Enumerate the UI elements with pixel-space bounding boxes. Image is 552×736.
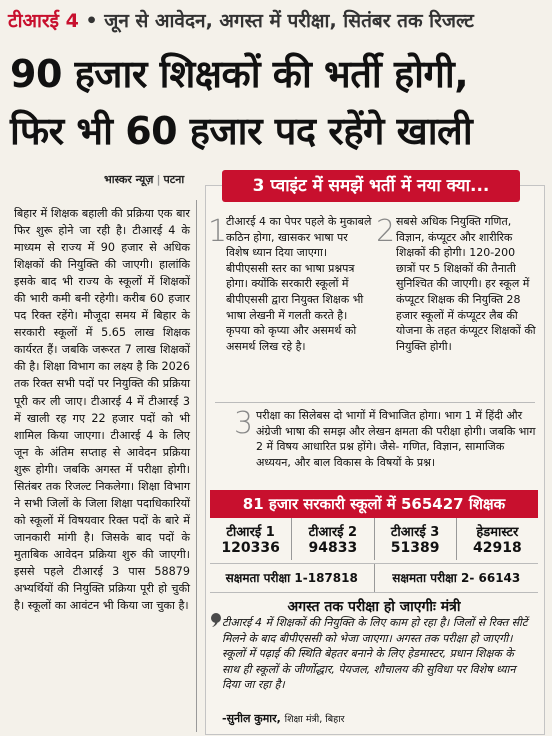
quote-text: टीआरई 4 में शिक्षकों की नियुक्ति के लिए काम हो रहा है। जिलों से रिक्त सीटें मिलने के बाद बीपीएससी को भेजा जाएगा। अगस्त तक परीक्षा हो जाएगी। स्कूलों में पढ़ाई की स्थिति बेहतर बनाने के लिए हेडमास्टर, प्रधान शिक्षक के साथ ही स्कूलों के जीर्णोद्धार, पेयजल, शौचालय की सुविधा पर विशेष ध्यान दिया जा रहा है। — [222, 616, 528, 692]
panel-title: 3 प्वाइंट में समझें भर्ती में नया क्या... — [222, 170, 520, 202]
stat-label: हेडमास्टर — [476, 525, 519, 540]
stat-tre3 — [375, 518, 457, 560]
stat-label: टीआरई 1 — [226, 525, 275, 540]
stat-label: टीआरई 2 — [308, 525, 358, 540]
saksham-2: सक्षमता परीक्षा 2- 66143 — [392, 571, 521, 585]
saksham-1: सक्षमता परीक्षा 1-187818 — [210, 564, 375, 592]
stats-grid — [210, 518, 538, 560]
point-3-text: परीक्षा का सिलेबस दो भागों में विभाजित होगा। भाग 1 में हिंदी और अंग्रेजी भाषा की समझ और लेखन क्षमता की परीक्षा होगी। जबकि भाग 2 में विषय आधारित प्रश्न होंगे। जैसे- गणित, विज्ञान, सामाजिक अध्ययन, और बाल विकास के विषयों के प्रश्न। — [256, 409, 536, 469]
point-1-number: 1 — [208, 214, 228, 249]
point-3-number: 3 — [234, 406, 254, 441]
stat-tre1 — [210, 518, 292, 560]
point-1-text: टीआरई 4 का पेपर पहले के मुकाबले कठिन होगा, खासकर भाषा पर विशेष ध्यान दिया जाएगा। बीपीएससी स्तर का भाषा प्रश्नपत्र होगा। क्योंकि सरकारी स्कूलों में बीपीएससी द्वारा नियुक्त शिक्षक भी भाषा लेखनी में गलती करते है। कृपया को कृप्या और असमर्थ को असमर्थ लिख रहे है। — [226, 215, 372, 353]
stat-value: 42918 — [473, 540, 522, 556]
kicker — [8, 6, 544, 36]
saksham-row — [210, 563, 538, 593]
quote-role: शिक्षा मंत्री, बिहार — [284, 714, 345, 725]
byline-source: भास्कर न्यूज़ — [104, 173, 154, 186]
stat-label: टीआरई 3 — [390, 525, 440, 540]
headline-line-1: 90 हजार शिक्षकों की भर्ती होगी, — [10, 52, 469, 96]
stat-value: 94833 — [308, 540, 358, 556]
kicker-bullet: • — [85, 10, 105, 32]
kicker-tag: टीआरई 4 — [8, 10, 79, 32]
byline: भास्कर न्यूज़ | पटना — [104, 173, 185, 186]
panel-divider — [215, 402, 535, 403]
article-body: बिहार में शिक्षक बहाली की प्रक्रिया एक बार फिर शुरू होने जा रही है। टीआरई 4 के माध्यम से राज्य में 90 हजार से अधिक शिक्षकों की नियुक्ति की जाएगी। हालांकि इसके बाद भी राज्य के स्कूलों में शिक्षकों की भारी कमी बनी रहेगी। करीब 60 हजार पद रिक्त रहेंगे। मौजूदा समय में बिहार के सरकारी स्कूलों में 5.65 लाख शिक्षक कार्यरत हैं। जबकि जरूरत 7 लाख शिक्षकों की है। शिक्षा विभाग का लक्ष्य है कि 2026 तक रिक्त सभी पदों पर नियुक्ति की प्रक्रिया पूरी कर ली जाए। टीआरई 4 में टीआरई 3 में खाली रह गए 22 हजार पदों को भी शामिल किया जाएगा। टीआरई 4 के लिए जून के अंतिम सप्ताह से आवेदन प्रक्रिया शुरू होगी। जबकि अगस्त में परीक्षा होगी। सितंबर तक रिजल्ट निकलेगा। शिक्षा विभाग ने सभी जिलों के जिला शिक्षा पदाधिकारियों को स्कूलों में विषयवार रिक्त पदों के बारे में जानकारी मांगी है। जिसके बाद पदों के मुताबिक आवेदन प्रक्रिया शुरु की जाएगी। इससे पहले टीआरई 3 पास 58879 अभ्यर्थियों की नियुक्ति प्रक्रिया पूरी हो चुकी है। स्कूलों का आवंटन भी किया जा चुका है। — [14, 207, 190, 613]
headline-line-2: फिर भी 60 हजार पद रहेंगे खाली — [10, 109, 473, 153]
kicker-text: जून से आवेदन, अगस्त में परीक्षा, सितंबर तक रिजल्ट — [104, 10, 474, 32]
byline-place: पटना — [163, 173, 185, 186]
column-divider — [196, 200, 197, 732]
quote-icon — [209, 612, 223, 628]
quote-title: अगस्त तक परीक्षा हो जाएगीः मंत्री — [287, 599, 461, 615]
point-2-number: 2 — [376, 214, 396, 249]
stat-headmaster — [457, 518, 538, 560]
stat-value: 51389 — [390, 540, 440, 556]
stat-tre2 — [292, 518, 374, 560]
quote-signature — [222, 711, 345, 726]
stats-title: 81 हजार सरकारी स्कूलों में 565427 शिक्षक — [210, 490, 538, 518]
quote-name: -सुनील कुमार, — [222, 712, 281, 725]
point-2-text: सबसे अधिक नियुक्ति गणित, विज्ञान, कंप्यूटर और शारीरिक शिक्षकों की होगी। 120-200 छात्रों पर 5 शिक्षकों की तैनाती सुनिश्चित की जाएगी। हर स्कूल में कंप्यूटर शिक्षक की नियुक्ति 28 हजार स्कूलों में कंप्यूटर लैब की योजना के तहत कंप्यूटर शिक्षकों की नियुक्ति होगी। — [396, 215, 536, 353]
stat-value: 120336 — [221, 540, 280, 556]
